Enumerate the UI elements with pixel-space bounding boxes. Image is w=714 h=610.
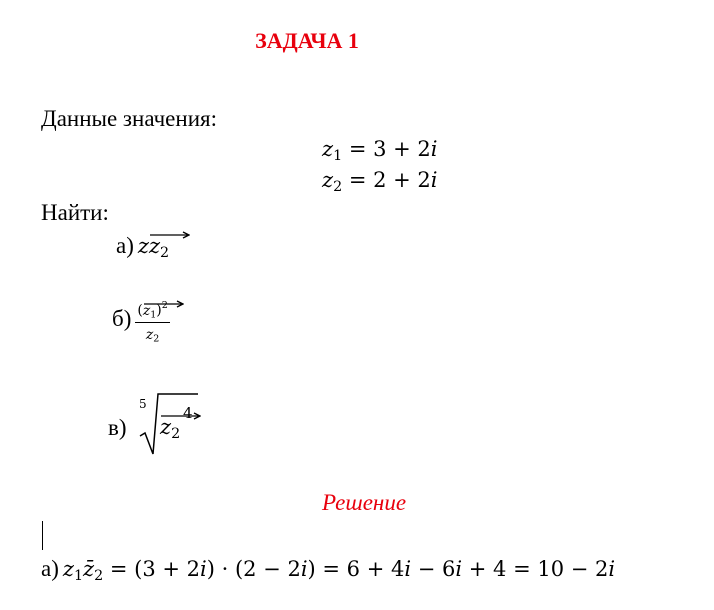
imaginary-unit: i: [404, 557, 412, 581]
given-label: Данные значения:: [41, 106, 217, 131]
expr-part: = (3 + 2: [109, 557, 201, 581]
close-paren: ): [156, 302, 162, 319]
task-title: ЗАДАЧА 1: [255, 28, 359, 53]
given-z1: [322, 137, 438, 164]
var-z: z: [145, 327, 154, 344]
solution-title: Решение: [321, 490, 407, 515]
subscript: 2: [171, 425, 181, 442]
task-b-label: б): [112, 306, 132, 332]
subscript: 1: [150, 309, 157, 321]
var-z: z: [160, 415, 172, 439]
var-z: z: [148, 234, 161, 258]
subscript: 2: [153, 333, 160, 345]
fraction: [135, 300, 169, 345]
subscript: 2: [94, 567, 104, 584]
subscript: 1: [333, 147, 343, 164]
find-label: Найти:: [41, 200, 109, 225]
imaginary-unit: i: [430, 137, 438, 161]
subscript: 2: [160, 244, 170, 261]
vector-z2: [149, 234, 169, 261]
given-z2: [322, 168, 438, 195]
imaginary-unit: i: [608, 557, 616, 581]
var-z: z: [137, 234, 149, 258]
vector-z1: [143, 303, 156, 321]
task-b: [112, 300, 170, 345]
vector-arrow-icon: [161, 412, 201, 420]
equation-rhs: = 3 + 2: [348, 137, 431, 161]
task-c-radical: [136, 388, 200, 458]
superscript: 4: [183, 404, 193, 422]
task-c-label: в): [108, 415, 127, 440]
equation-rhs: = 2 + 2: [348, 168, 431, 192]
expr-part: ) · (2 − 2: [206, 557, 301, 581]
subscript: 1: [73, 567, 84, 584]
vector-arrow-icon: [150, 231, 190, 239]
solution-a-label: а): [41, 556, 59, 581]
var-z: z: [142, 302, 151, 319]
solution-a: [41, 556, 615, 584]
imaginary-unit: i: [200, 557, 207, 581]
open-paren: (: [137, 302, 143, 319]
fraction-denominator: [135, 323, 169, 345]
imaginary-unit: i: [300, 557, 308, 581]
superscript: 2: [161, 300, 168, 311]
text-cursor: [42, 521, 43, 550]
task-a-label: а): [116, 233, 134, 258]
expr-part: ) = 6 + 4: [307, 557, 405, 581]
expr-part: − 6: [411, 557, 456, 581]
expr-part: + 4 = 10 − 2: [462, 557, 609, 581]
fraction-numerator: [135, 300, 169, 323]
imaginary-unit: i: [430, 168, 438, 192]
imaginary-unit: i: [455, 557, 463, 581]
task-a: [116, 233, 169, 261]
var-z: z: [62, 557, 74, 581]
root-index: 5: [139, 397, 147, 411]
vector-z2: [160, 415, 180, 442]
var-z: z: [322, 137, 334, 161]
subscript: 2: [333, 178, 343, 195]
var-z: z: [322, 168, 334, 192]
vector-arrow-icon: [144, 300, 184, 308]
var-z-conjugate: z̄: [83, 557, 95, 581]
